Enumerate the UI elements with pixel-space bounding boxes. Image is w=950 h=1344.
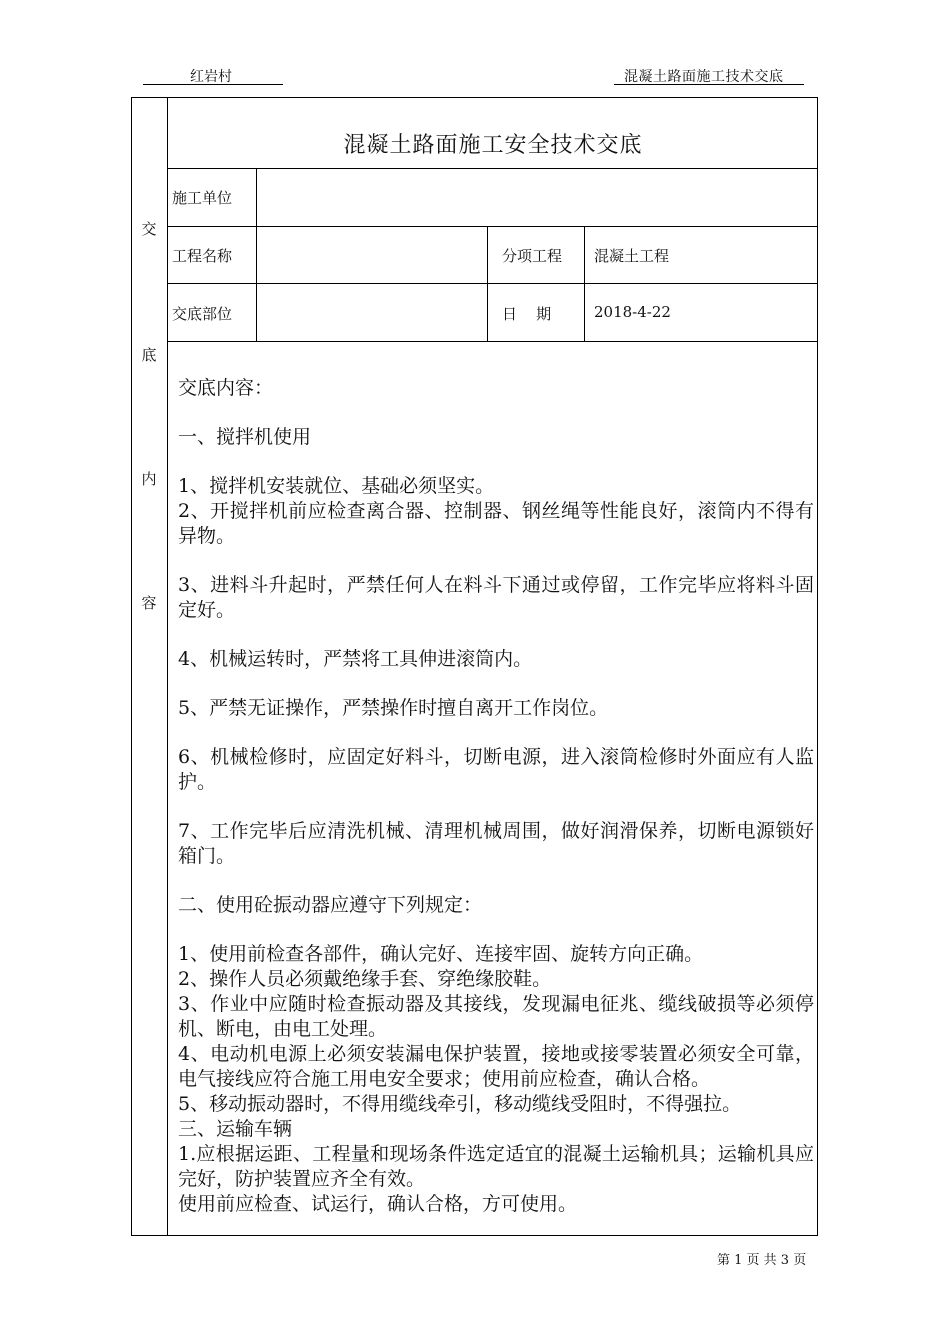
header-rule-right [614,84,804,85]
side-label-char: 容 [141,594,157,612]
section-title-vibrator: 二、使用砼振动器应遵守下列规定： [178,894,483,916]
content-paragraph: 5、严禁无证操作，严禁操作时擅自离开工作岗位。 [178,697,609,719]
content-intro: 交底内容： [178,377,274,399]
section-title-transport: 三、运输车辆 [178,1118,293,1140]
page-number: 第 1 页 共 3 页 [717,1253,807,1268]
construction-unit-label: 施工单位 [172,189,233,207]
side-column-divider [167,97,168,1236]
content-paragraph: 1、使用前检查各部件，确认完好、连接牢固、旋转方向正确。 [178,943,704,965]
content-paragraph: 3、进料斗升起时，严禁任何人在料斗下通过或停留，工作完毕应将料斗固定好。 [178,574,814,621]
header-left-text: 红岩村 [190,69,232,85]
content-paragraph: 5、移动振动器时，不得用缆线牵引，移动缆线受阻时，不得强拉。 [178,1093,742,1115]
subproject-label: 分项工程 [502,247,563,265]
content-paragraph: 2、开搅拌机前应检查离合器、控制器、钢丝绳等性能良好，滚筒内不得有异物。 [178,500,814,547]
side-label-char: 底 [141,346,157,364]
content-paragraph: 2、操作人员必须戴绝缘手套、穿绝缘胶鞋。 [178,968,552,990]
subproject-value: 混凝土工程 [594,247,670,265]
side-label-char: 交 [141,220,157,238]
label-column-divider [256,168,257,341]
content-paragraph: 1.应根据运距、工程量和现场条件选定适宜的混凝土运输机具；运输机具应完好，防护装置应齐全有效。 [178,1143,814,1190]
date-value: 2018-4-22 [594,303,671,321]
section-title-mixer: 一、搅拌机使用 [178,426,312,448]
content-paragraph: 使用前应检查、试运行，确认合格，方可使用。 [178,1193,578,1215]
content-paragraph: 1、搅拌机安装就位、基础必须坚实。 [178,475,495,497]
header-rule-left [143,84,283,85]
briefing-part-label: 交底部位 [172,305,233,323]
row-divider-unit [167,226,818,227]
document-title: 混凝土路面施工安全技术交底 [343,133,643,158]
briefing-content [178,376,814,1217]
row-divider-part [167,341,818,342]
content-paragraph: 4、机械运转时，严禁将工具伸进滚筒内。 [178,648,533,670]
row-divider-project [167,283,818,284]
row-divider-title [167,168,818,169]
content-paragraph: 3、作业中应随时检查振动器及其接线，发现漏电征兆、缆线破损等必须停机、断电，由电工处理。 [178,993,814,1040]
content-paragraph: 7、工作完毕后应清洗机械、清理机械周围，做好润滑保养，切断电源锁好箱门。 [178,820,814,867]
side-label-char: 内 [141,470,157,488]
content-paragraph: 4、电动机电源上必须安装漏电保护装置，接地或接零装置必须安全可靠，电气接线应符合施工用电安全要求；使用前应检查，确认合格。 [178,1043,814,1090]
date-label: 日 期 [502,305,552,323]
header-right-text: 混凝土路面施工技术交底 [624,69,784,85]
project-name-label: 工程名称 [172,247,233,265]
content-paragraph: 6、机械检修时，应固定好料斗，切断电源，进入滚筒检修时外面应有人监护。 [178,746,814,793]
